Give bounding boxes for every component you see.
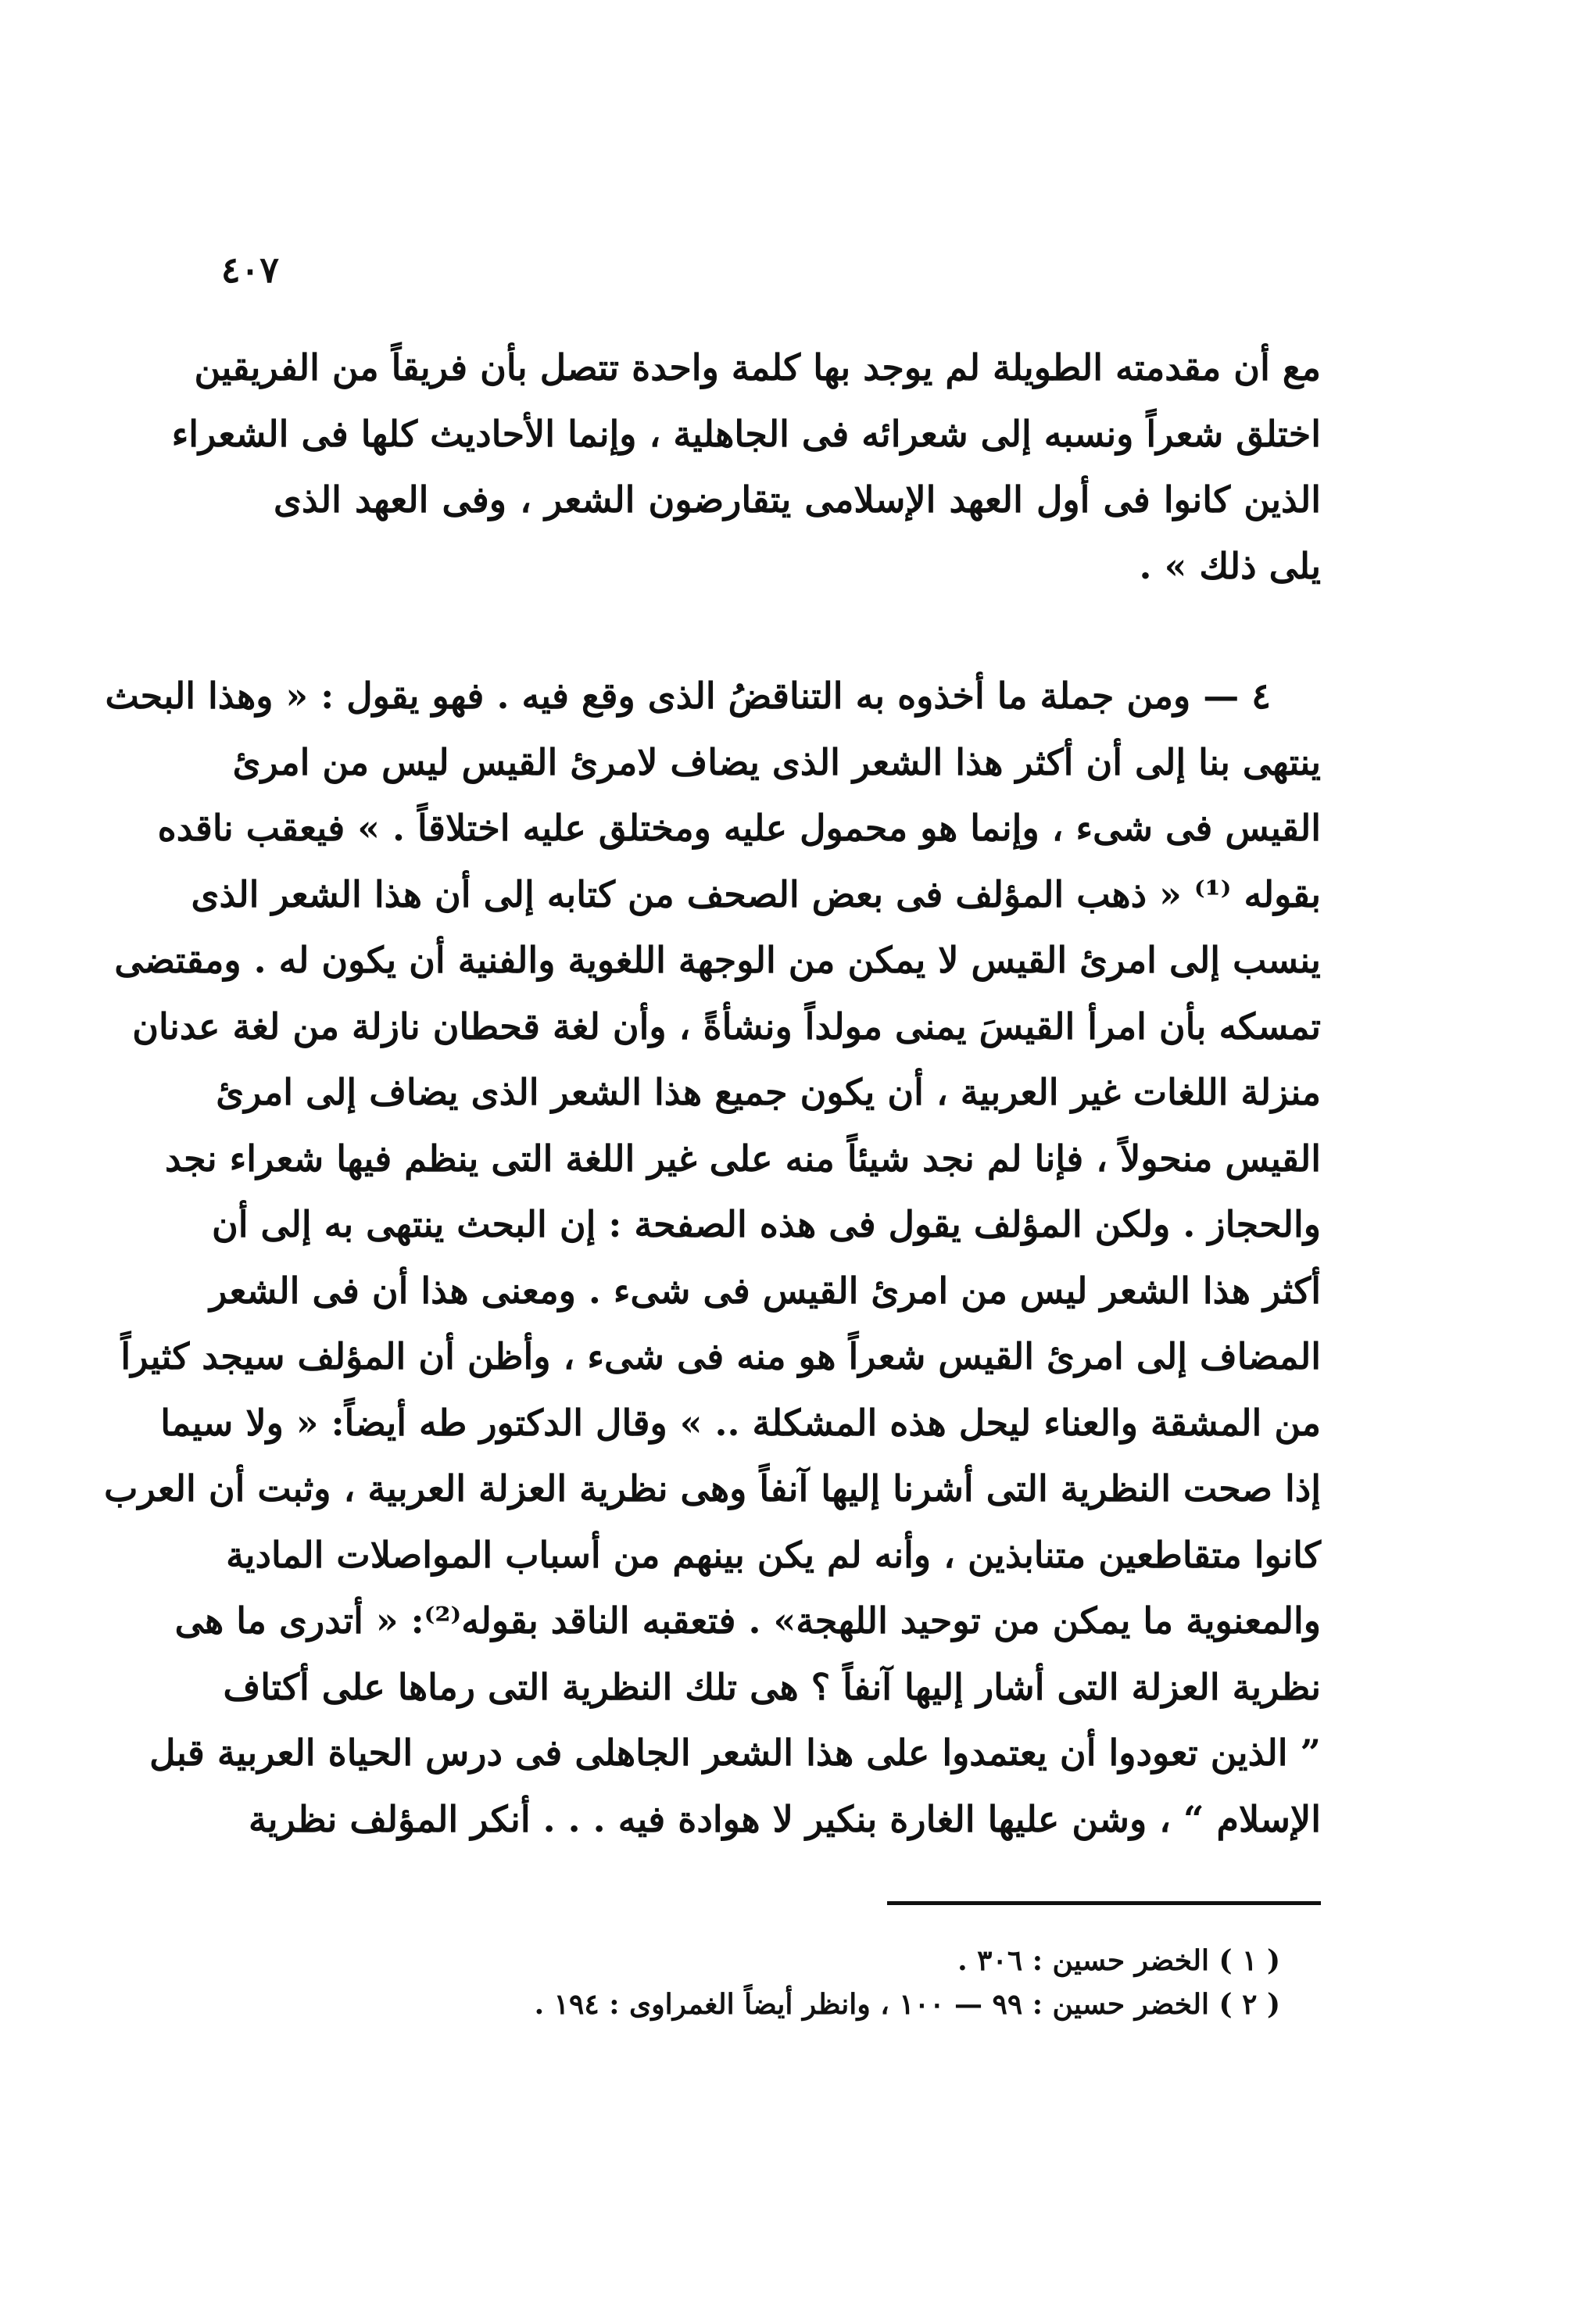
text-line: مع أن مقدمته الطويلة لم يوجد بها كلمة واحدة تتصل بأن فريقاً من الفريقين xyxy=(194,346,1321,389)
text-line: بقوله ⁽¹⁾ « ذهب المؤلف فى بعض الصحف من كتابه إلى أن هذا الشعر الذى xyxy=(191,872,1321,915)
text-line: والحجاز . ولكن المؤلف يقول فى هذه الصفحة : إن البحث ينتهى به إلى أن xyxy=(211,1203,1321,1245)
text-line: كانوا متقاطعين متنابذين ، وأنه لم يكن بينهم من أسباب المواصلات المادية xyxy=(226,1533,1321,1576)
footnotes xyxy=(420,1939,1280,2026)
text-line: القيس منحولاً ، فإنا لم نجد شيئاً منه على غير اللغة التى ينظم فيها شعراء نجد xyxy=(165,1137,1321,1180)
text-line: الإسلام “ ، وشن عليها الغارة بنكير لا هوادة فيه . . . أنكر المؤلف نظرية xyxy=(249,1797,1321,1840)
text-line: أكثر هذا الشعر ليس من امرئ القيس فى شىء . ومعنى هذا أن فى الشعر xyxy=(209,1269,1321,1312)
text-line: الذين كانوا فى أول العهد الإسلامى يتقارضون الشعر ، وفى العهد الذى xyxy=(274,478,1321,521)
text-line: ” الذين تعودوا أن يعتمدوا على هذا الشعر الجاهلى فى درس الحياة العربية قبل xyxy=(149,1732,1321,1774)
text-line: ٤ — ومن جملة ما أخذوه به التناقضُ الذى وقع فيه . فهو يقول : « وهذا البحث xyxy=(105,675,1271,717)
footnote-2: ( ٢ ) الخضر حسين : ٩٩ — ١٠٠ ، وانظر أيضاً الغمراوى : ١٩٤ . xyxy=(534,1988,1280,2021)
text-line: والمعنوية ما يمكن من توحيد اللهجة» . فتعقبه الناقد بقوله⁽²⁾: « أتدرى ما هى xyxy=(174,1599,1321,1642)
paragraph-continuation xyxy=(171,335,1321,599)
text-line: نظرية العزلة التى أشار إليها آنفاً ؟ هى تلك النظرية التى رماها على أكتاف xyxy=(223,1665,1321,1708)
text-line: من المشقة والعناء ليحل هذه المشكلة .. » وقال الدكتور طه أيضاً: « ولا سيما xyxy=(160,1401,1321,1444)
text-line: القيس فى شىء ، وإنما هو محمول عليه ومختلق عليه اختلاقاً . » فيعقب ناقده xyxy=(157,807,1321,849)
text-line: إذا صحت النظرية التى أشرنا إليها آنفاً وهى نظرية العزلة العربية ، وثبت أن العرب xyxy=(104,1467,1321,1510)
paragraph-four xyxy=(104,663,1321,1852)
text-line: يلى ذلك » . xyxy=(1139,544,1321,587)
text-line: تمسكه بأن امرأ القيسَ يمنى مولداً ونشأةً ، وأن لغة قحطان نازلة من لغة عدنان xyxy=(132,1005,1321,1048)
text-line: ينسب إلى امرئ القيس لا يمكن من الوجهة اللغوية والفنية أن يكون له . ومقتضى xyxy=(114,939,1321,981)
text-line: ينتهى بنا إلى أن أكثر هذا الشعر الذى يضاف لامرئ القيس ليس من امرئ xyxy=(232,740,1321,783)
footnote-divider xyxy=(887,1901,1321,1905)
text-line: اختلق شعراً ونسبه إلى شعرائه فى الجاهلية ، وإنما الأحاديث كلها فى الشعراء xyxy=(171,412,1321,455)
text-line: منزلة اللغات غير العربية ، أن يكون جميع هذا الشعر الذى يضاف إلى امرئ xyxy=(216,1071,1321,1113)
text-line: المضاف إلى امرئ القيس شعراً هو منه فى شىء ، وأظن أن المؤلف سيجد كثيراً xyxy=(120,1335,1321,1377)
page-number: ٤٠٧ xyxy=(220,249,279,291)
footnote-1: ( ١ ) الخضر حسين : ٣٠٦ . xyxy=(957,1944,1280,1977)
